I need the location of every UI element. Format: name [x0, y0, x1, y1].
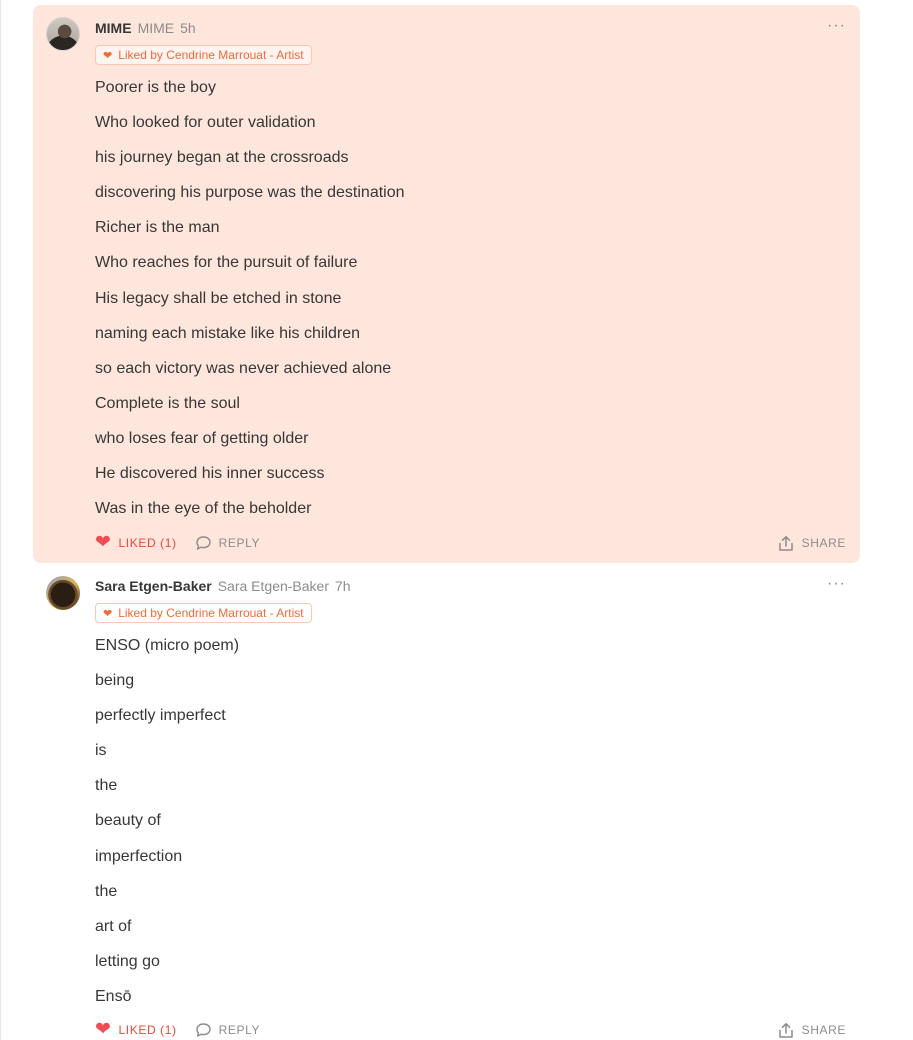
- timestamp[interactable]: 7h: [335, 578, 351, 594]
- comment-actions: [95, 533, 846, 553]
- comment-line: his journey began at the crossroads: [95, 149, 349, 167]
- comment-line: is: [95, 742, 107, 760]
- comment-line: imperfection: [95, 847, 183, 865]
- avatar[interactable]: [46, 17, 80, 51]
- author-handle[interactable]: Sara Etgen-Baker: [217, 578, 330, 594]
- comment-body: [95, 628, 846, 1014]
- heart-icon: ❤: [103, 607, 113, 620]
- comment-line: so each victory was never achieved alone: [95, 359, 392, 377]
- comment-line: the: [95, 882, 118, 900]
- comment-line: discovering his purpose was the destination: [95, 184, 405, 202]
- comment-body: [95, 70, 846, 526]
- speech-bubble-icon: [195, 535, 212, 551]
- author-name[interactable]: Sara Etgen-Baker: [95, 578, 212, 594]
- author-name[interactable]: MIME: [95, 20, 132, 36]
- comment-line: the: [95, 777, 118, 795]
- comment-meta: [95, 575, 846, 596]
- comment-line: being: [95, 672, 135, 690]
- comment-line: Richer is the man: [95, 219, 220, 237]
- comment-line: naming each mistake like his children: [95, 324, 361, 342]
- comment-card: [33, 563, 860, 1040]
- comment-line: Ensō: [95, 987, 132, 1005]
- more-options-icon[interactable]: ···: [827, 17, 846, 34]
- comment-card: [33, 5, 860, 563]
- comment-line: perfectly imperfect: [95, 707, 226, 725]
- comment-line: Complete is the soul: [95, 394, 240, 412]
- like-button[interactable]: [95, 532, 177, 553]
- more-options-icon[interactable]: ···: [827, 575, 846, 592]
- share-icon: [778, 535, 794, 552]
- liked-by-badge: [95, 45, 312, 65]
- comment-line: art of: [95, 917, 132, 935]
- timestamp[interactable]: 5h: [180, 20, 196, 36]
- comment-line: Who reaches for the pursuit of failure: [95, 254, 358, 272]
- reply-label: REPLY: [218, 1023, 261, 1037]
- comment-line: Poorer is the boy: [95, 79, 216, 96]
- liked-by-badge: [95, 603, 312, 623]
- like-label: LIKED (1): [118, 536, 177, 550]
- comment-line: beauty of: [95, 812, 161, 830]
- speech-bubble-icon: [195, 1022, 212, 1038]
- comment-line: letting go: [95, 952, 160, 970]
- heart-icon: ❤: [103, 49, 113, 62]
- like-label: LIKED (1): [118, 1023, 177, 1037]
- like-button[interactable]: [95, 1019, 177, 1040]
- share-label: SHARE: [801, 1023, 846, 1037]
- heart-filled-icon: ❤: [95, 532, 112, 553]
- comment-content: [95, 575, 846, 1040]
- comment-line: Was in the eye of the beholder: [95, 500, 312, 518]
- share-label: SHARE: [801, 536, 846, 550]
- reply-label: REPLY: [218, 536, 261, 550]
- comment-actions: [95, 1020, 846, 1040]
- liked-by-text: Liked by Cendrine Marrouat - Artist: [118, 606, 304, 620]
- comment-content: [95, 17, 846, 553]
- comment-meta: [95, 17, 846, 38]
- comment-line: His legacy shall be etched in stone: [95, 289, 342, 307]
- thread-divider: [0, 0, 1, 1040]
- share-icon: [778, 1022, 794, 1039]
- liked-by-text: Liked by Cendrine Marrouat - Artist: [118, 48, 304, 62]
- comment-line: Who looked for outer validation: [95, 114, 316, 132]
- share-button[interactable]: [778, 535, 846, 552]
- reply-button[interactable]: [195, 535, 260, 551]
- comment-line: who loses fear of getting older: [95, 429, 309, 447]
- reply-button[interactable]: [195, 1022, 260, 1038]
- avatar[interactable]: [46, 576, 80, 610]
- author-handle[interactable]: MIME: [137, 20, 175, 36]
- comment-line: He discovered his inner success: [95, 465, 325, 483]
- heart-filled-icon: ❤: [95, 1019, 112, 1040]
- share-button[interactable]: [778, 1022, 846, 1039]
- comment-line: ENSO (micro poem): [95, 637, 240, 654]
